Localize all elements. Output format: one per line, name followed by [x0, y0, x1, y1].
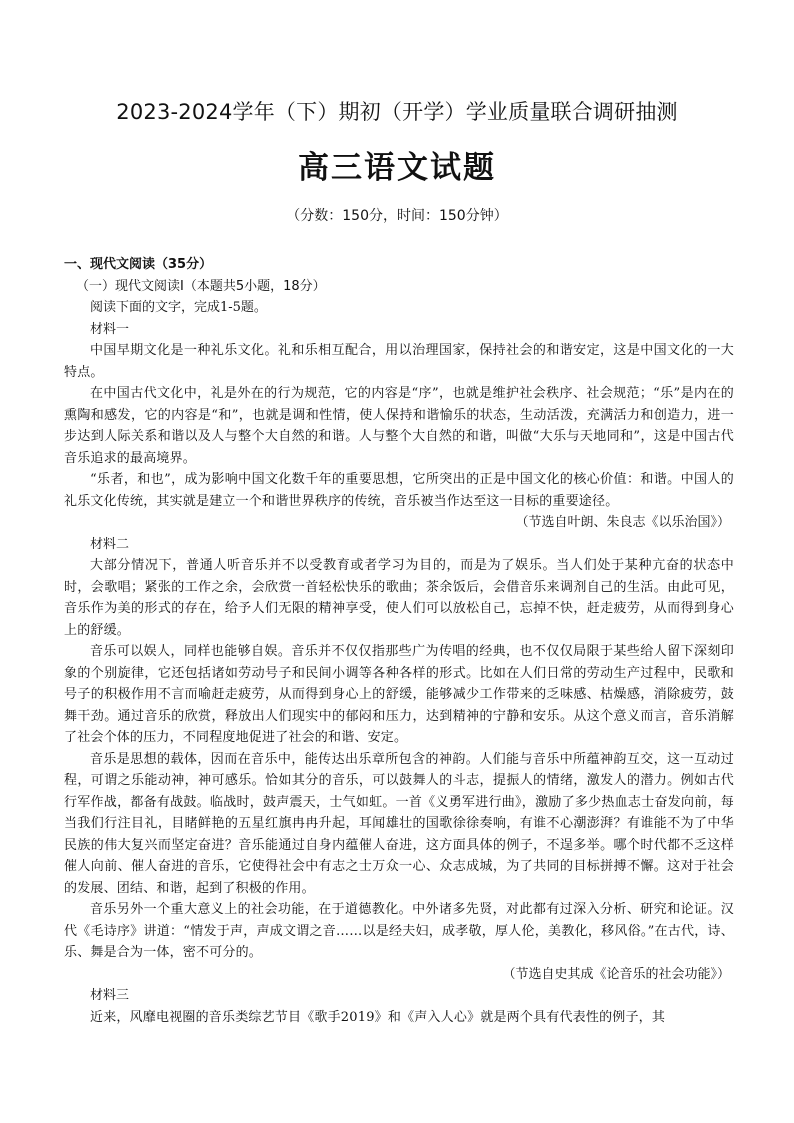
- reading-content: [64, 254, 734, 1028]
- exam-title: 高三语文试题: [298, 150, 496, 186]
- material-label: 材料一: [90, 321, 130, 337]
- paragraph: 中国早期文化是一种礼乐文化。礼和乐相互配合，用以治理国家，保持社会的和谐安定，这是中国文化的一大特点。: [64, 343, 734, 380]
- paragraph: 音乐另外一个重大意义上的社会功能，在于道德教化。中外诸多先贤，对此都有过深入分析、研究和论证。汉代《毛诗序》讲道：“情发于声，声成文谓之音……以是经夫妇，成孝敬，厚人伦，美教化，移风俗。”在古代，诗、乐、舞是合为一体，密不可分的。: [64, 902, 734, 960]
- paragraph: 近来，风靡电视圈的音乐类综艺节目《歌手2019》和《声入人心》就是两个具有代表性的例子，其: [90, 1009, 666, 1025]
- source-citation: （节选自史其成《论音乐的社会功能》）: [502, 966, 730, 982]
- instruction: 阅读下面的文字，完成1-5题。: [90, 300, 267, 315]
- section-heading: 一、现代文阅读（35分）: [64, 257, 213, 272]
- exam-name: 2023-2024学年（下）期初（开学）学业质量联合调研抽测: [116, 100, 678, 124]
- material-label: 材料三: [90, 988, 130, 1003]
- paragraph: 在中国古代文化中，礼是外在的行为规范，它的内容是“序”，也就是维护社会秩序、社会规范；“乐”是内在的熏陶和感发，它的内容是“和”，也就是调和性情，使人保持和谐愉乐的状态，生动活泼，充满活力和创造力，进一步达到人际关系和谐以及人与整个大自然的和谐。人与整个大自然的和谐，叫做“大乐与天地同和”，这是中国古代音乐追求的最高境界。: [64, 386, 734, 466]
- paragraph: 大部分情况下，普通人听音乐并不以受教育或者学习为目的，而是为了娱乐。当人们处于某种亢奋的状态中时，会歌唱；紧张的工作之余，会欣赏一首轻松快乐的歌曲；茶余饭后，会借音乐来调剂自己的生活。由此可见，音乐作为美的形式的存在，给予人们无限的精神享受，使人们可以放松自己，忘掉不快，赶走疲劳，从而得到身心上的舒缓。: [64, 558, 734, 638]
- paragraph: 音乐是思想的载体，因而在音乐中，能传达出乐章所包含的神韵。人们能与音乐中所蕴神韵互交，这一互动过程，可谓之乐能动神，神可感乐。恰如其分的音乐，可以鼓舞人的斗志，提振人的情绪，激发人的潜力。例如古代行军作战，都备有战鼓。临战时，鼓声震天，士气如虹。一首《义勇军进行曲》，激励了多少热血志士奋发向前，每当我们行注目礼，目睹鲜艳的五星红旗冉冉升起，耳闻雄壮的国歌徐徐奏响，有谁不心潮澎湃？有谁能不为了中华民族的伟大复兴而坚定奋进？音乐能通过自身内蕴催人奋进，这方面具体的例子，不逞多举。哪个时代都不乏这样催人向前、催人奋进的音乐，它使得社会中有志之士万众一心、众志成城，为了共同的目标拼搏不懈。这对于社会的发展、团结、和谐，起到了积极的作用。: [64, 751, 734, 896]
- material-label: 材料二: [90, 536, 130, 552]
- sub-section-heading: （一）现代文阅读Ⅰ（本题共5小题，18分）: [76, 278, 326, 294]
- paragraph: “乐者，和也”，成为影响中国文化数千年的重要思想，它所突出的正是中国文化的核心价值：和谐。中国人的礼乐文化传统，其实就是建立一个和谐世界秩序的传统，音乐被当作达至这一目标的重要途径。: [64, 472, 734, 509]
- exam-meta: （分数：150分，时间：150分钟）: [286, 208, 508, 224]
- source-citation: （节选自叶朗、朱良志《以乐治国》）: [515, 515, 730, 530]
- paragraph: 音乐可以娱人，同样也能够自娱。音乐并不仅仅指那些广为传唱的经典，也不仅仅局限于某些给人留下深刻印象的个别旋律，它还包括诸如劳动号子和民间小调等各种各样的形式。比如在人们日常的劳动生产过程中，民歌和号子的积极作用不言而喻赶走疲劳，从而得到身心上的舒缓，能够减少工作带来的乏味感、枯燥感，消除疲劳，鼓舞干劲。通过音乐的欣赏，释放出人们现实中的郁闷和压力，达到精神的宁静和安乐。从这个意义而言，音乐消解了社会个体的压力，不同程度地促进了社会的和谐、安定。: [64, 644, 734, 745]
